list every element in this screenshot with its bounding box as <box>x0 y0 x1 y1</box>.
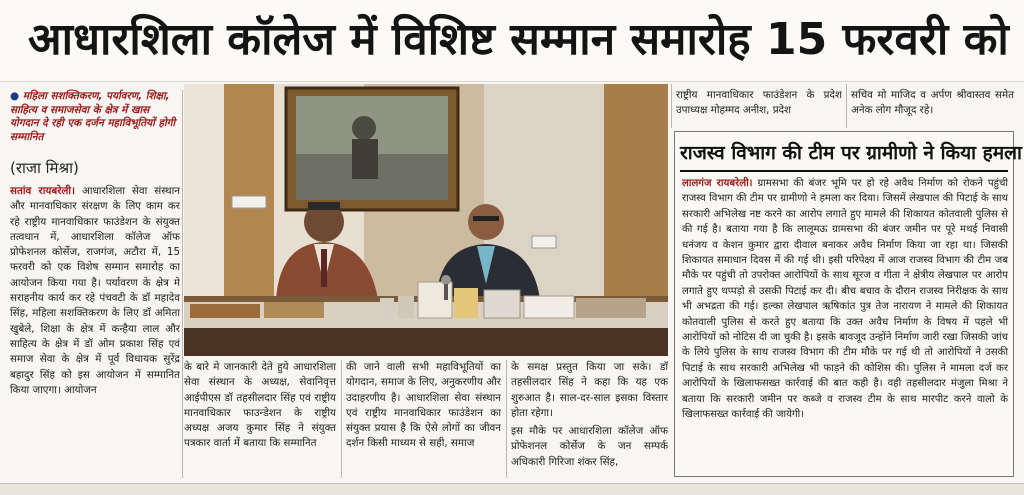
side-story-dateline: लालगंज रायबरेली। <box>682 178 753 189</box>
column-divider <box>182 90 183 478</box>
column-divider <box>341 360 342 478</box>
column-4-paragraph-2: इस मौके पर आधारशिला कॉलेज ऑफ प्रोफेशनल कोर्सेज के जन सम्पर्क अधिकारी गिरिजा शंकर सिंह, <box>511 425 668 468</box>
side-story-text: ग्रामसभा की बंजर भूमि पर हो रहे अवैध निर्माण को रोकने पहुंची राजस्व विभाग की टीम पर ग्रामीणो ने हमला कर दिया। जिसमें लेखपाल की पिटाई के साथ सरकारी अभिलेख नष्ट करने का आरोप लगाते हुए मामले की शिकायत कोतवाली पुलिस से की गई है। बताया गया है कि लालूमऊ ग्रामसभा की बंजर जमीन पर पूरे मथई निवासी धनंजय व केशन कुमार द्वारा दीवाल बनाकर अवैध निर्माण किया जा रहा था। जिसकी शिकायत समाधान दिवस में की गई थी। इसी परिपेक्ष्य में आज राजस्व विभाग की टीम जब मौके पर पहुंची तो उपरोक्त आरोपियों के साथ सूरज व गीता ने क्षेत्रीय लेखपाल पर आरोप लगाते हुए थप्पड़ो से उसकी पिटाई कर दी। बीच बचाव के दौरान राजस्व निरीक्षक के साथ भी अभद्रता की गई। हल्का लेखपाल ऋषिकांत पुत्र तेज नारायण ने मामले की शिकायत कोतवाली पुलिस से करते हुए बताया कि उक्त अवैध निर्माण के विषय में पहले भी आरोपियों को नोटिस दी जा चुकी है। इसके बावजूद उन्होंने निर्माण जारी रखा जिसकी जांच के लिये पुलिस के साथ राजस्व विभाग की टीम मौके पर गई थी तो आरोपियों ने उसकी पिटाई के साथ सरकारी अभिलेख भी फाड़ने की कोशिस की। पुलिस ने मामला दर्ज कर आरोपियों के खिलाफसख्त कार्रवाई की बात कही है। वही तहसीलदार मंजुला मिश्रा ने बताया कि सरकारी जमीन पर कब्जे व राजस्व टीम के साथ मारपीट करने वालो के खिलाफसख्त कार्रवाई की जायेगी। <box>682 178 1008 421</box>
headline-bar <box>0 0 1024 82</box>
article-column-5 <box>676 88 842 128</box>
side-story-body <box>682 176 1008 474</box>
article-column-2 <box>184 360 336 478</box>
side-story-headline: राजस्व विभाग की टीम पर ग्रामीणो ने किया हमला <box>680 142 1022 164</box>
column-divider <box>671 84 672 128</box>
column-5-text: राष्ट्रीय मानवाधिकार फाउंडेशन के प्रदेश उपाध्यक्ष मोहम्मद अनीश, प्रदेश <box>676 89 842 117</box>
byline: (राजा मिश्रा) <box>10 159 79 177</box>
article-column-3 <box>346 360 501 478</box>
dateline: सतांव रायबरेली। <box>10 185 75 197</box>
column-3-text: की जाने वाली सभी महाविभूतियों का योगदान, समाज के लिए, अनुकरणीय और उदाहरणीय है। आधारशिला सेवा संस्थान एवं राष्ट्रीय मानवाधिकार फाउंडेशन का संयुक्त प्रयास है कि ऐसे लोगों का जीवन दर्शन किसी माध्यम से सही, समाज <box>346 361 501 450</box>
side-story-headline-rule <box>680 170 1008 172</box>
article-column-6 <box>851 88 1014 128</box>
headline: आधारशिला कॉलेज में विशिष्ट सम्मान समारोह 15 फरवरी को <box>28 14 1009 65</box>
column-2-text: के बारे मे जानकारी देते हुये आधारशिला सेवा संस्थान के अध्यक्ष, सेवानिवृत्त आईपीएस डॉ तहसीलदार सिंह एवं राष्ट्रीय मानवाधिकार फाउन्डेशन के राष्ट्रीय अध्यक्ष अजय कुमार सिंह ने संयुक्त पत्रकार वार्ता में बताया कि सम्मानित <box>184 361 336 450</box>
page-bottom-edge <box>0 483 1024 495</box>
column-divider <box>846 84 847 128</box>
column-divider <box>506 360 507 478</box>
press-conference-photo <box>184 84 668 356</box>
column-6-text: सचिव मो माजिद व अर्पण श्रीवास्तव समेत अनेक लोग मौजूद रहे। <box>851 89 1014 117</box>
bullet-icon: ● <box>10 90 20 102</box>
column-4-paragraph-1: के समक्ष प्रस्तुत किया जा सके। डॉ तहसीलदार सिंह ने कहा कि यह एक शुरुआत है। साल-दर-साल इसका विस्तार होता रहेगा। <box>511 361 668 419</box>
kicker-text: महिला सशक्तिकरण, पर्यावरण, शिक्षा, साहित्य व समाजसेवा के क्षेत्र में खास योगदान दे रही एक दर्जन महाविभूतियों होगी सम्मानित <box>10 90 176 143</box>
article-column-1 <box>10 184 180 478</box>
photo-illustration <box>184 84 668 356</box>
column-1-text: आधारशिला सेवा संस्थान और मानवाधिकार संरक्षण के लिए काम कर रहे राष्ट्रीय मानवाधिकार फाउंडेशन के संयुक्त तत्वधान में, आधारशिला कॉलेज ऑफ प्रोफेशनल कोर्सेज, राजगंज, अटौरा में, 15 फरवरी को एक विशेष सम्मान समारोह का आयोजन किया गया है। पर्यावरण के क्षेत्र मे सराहनीय कार्य कर रहे पंचवटी के डॉ महादेव सिंह, महिला सशक्तिकरण के लिए डॉ अमिता खुबेले, शिक्षा के क्षेत्र में कन्हैया लाल और साहित्य के क्षेत्र में डॉ ओम प्रकाश सिंह एवं समाज सेवा के क्षेत्र में पूर्व विधायक सुरेंद्र बहादुर सिंह को इस आयोजन में सम्मानित किया जाएगा। आयोजन <box>10 185 180 396</box>
article-column-4 <box>511 360 668 478</box>
article-kicker <box>10 90 180 144</box>
